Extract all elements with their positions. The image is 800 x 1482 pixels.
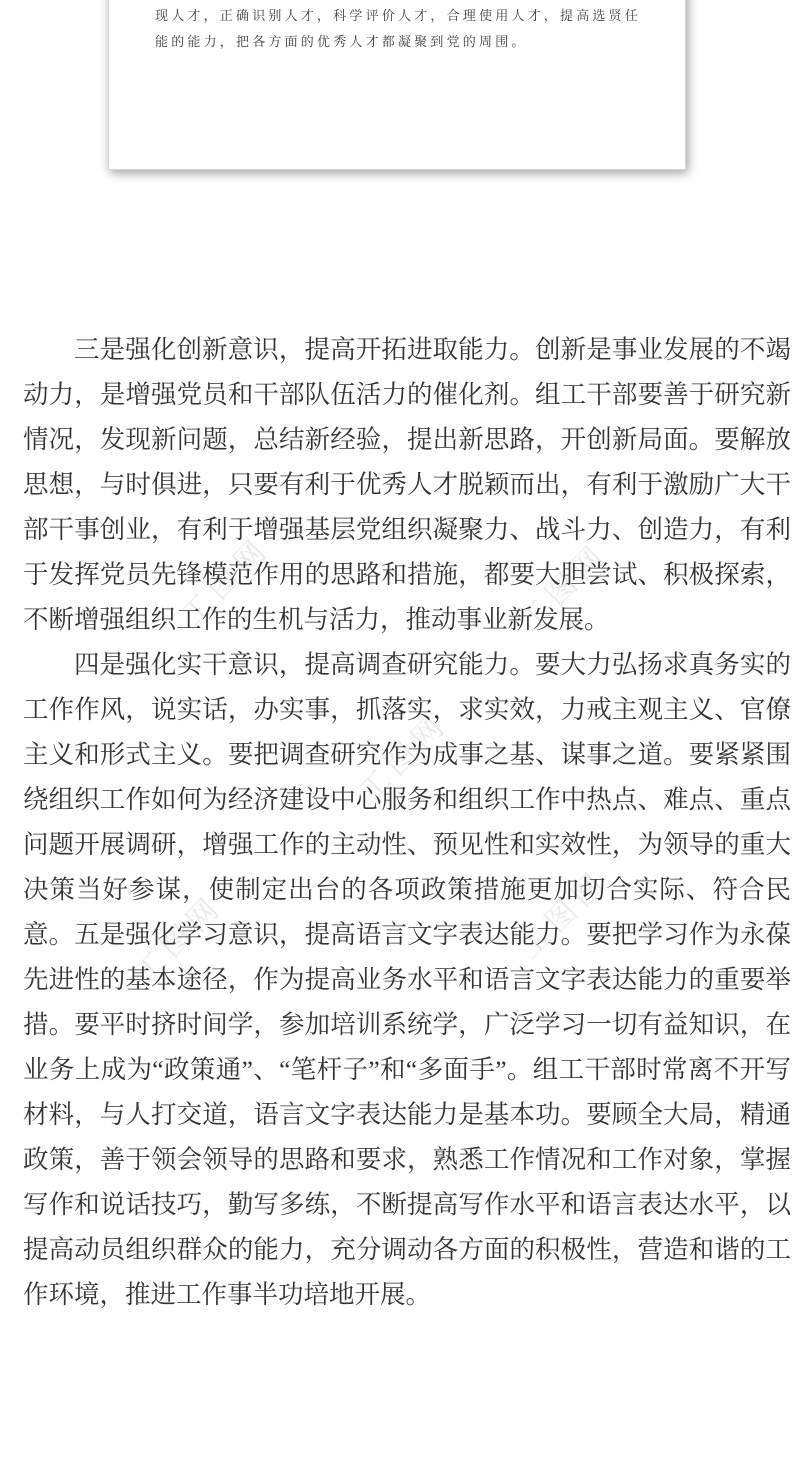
site-watermark: 工图网 xyxy=(128,888,230,991)
site-watermark: 工图网 xyxy=(513,536,615,639)
article-paragraph: 三是强化创新意识，提高开拓进取能力。创新是事业发展的不竭动力，是增强党员和干部队伍活力的催化剂。组工干部要善于研究新情况，发现新问题，总结新经验，提出新思路，开创新局面。要解放思想，与时俱进，只要有利于优秀人才脱颖而出，有利于激励广大干部干事创业，有利于增强基层党组织凝聚力、战斗力、创造力，有利于发挥党员先锋模范作用的思路和措施，都要大胆尝试、积极探索，不断增强组织工作的生机与活力，推动事业新发展。 xyxy=(23,335,791,634)
article-paragraph: 四是强化实干意识，提高调查研究能力。要大力弘扬求真务实的工作作风，说实话，办实事，抓落实，求实效，力戒主观主义、官僚主义和形式主义。要把调查研究作为成事之基、谋事之道。要紧紧围绕组织工作如何为经济建设中心服务和组织工作中热点、难点、重点问题开展调研，增强工作的主动性、预见性和实效性，为领导的重大决策当好参谋，使制定出台的各项政策措施更加切合实际、符合民意。五是强化学习意识，提高语言文字表达能力。要把学习作为永葆先进性的基本途径，作为提高业务水平和语言文字表达能力的重要举措。要平时挤时间学，参加培训系统学，广泛学习一切有益知识，在业务上成为“政策通”、“笔杆子”和“多面手”。组工干部时常离不开写材料，与人打交道，语言文字表达能力是基本功。要顾全大局，精通政策，善于领会领导的思路和要求，熟悉工作情况和工作对象，掌握写作和说话技巧，勤写多练，不断提高写作水平和语言表达水平，以提高动员组织群众的能力，充分调动各方面的积极性，营造和谐的工作环境，推进工作事半功培地开展。 xyxy=(23,650,791,1309)
article-body xyxy=(23,327,791,1317)
preview-text-line: 现人才，正确识别人才，科学评价人才，合理使用人才，提高选贤任 xyxy=(155,8,642,23)
site-watermark: 工图网 xyxy=(353,706,455,809)
site-watermark: 工图网 xyxy=(513,863,615,966)
document-preview-text xyxy=(155,3,647,55)
preview-text-line: 能的能力，把各方面的优秀人才都凝聚到党的周围。 xyxy=(155,34,528,49)
document-preview-card xyxy=(108,0,686,170)
site-watermark: 工图网 xyxy=(175,530,277,633)
